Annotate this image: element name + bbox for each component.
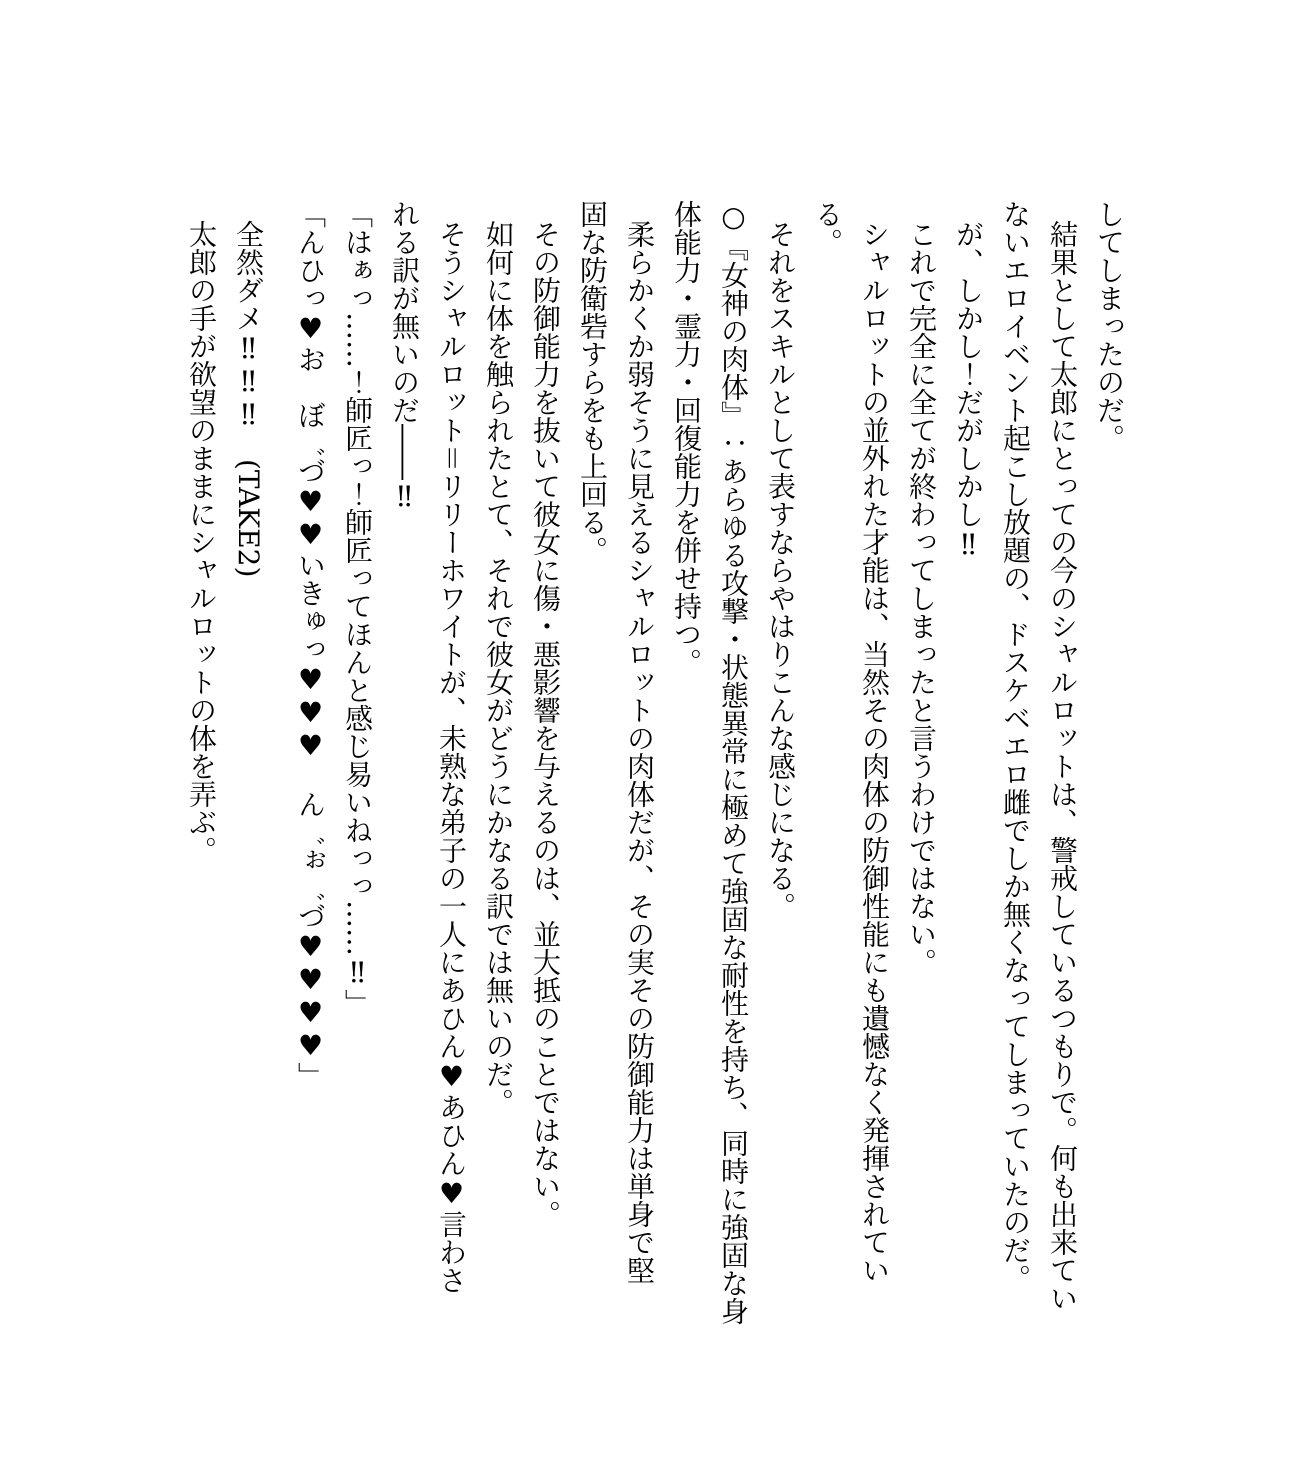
text-line: 如何に体を触られたとて、それで彼女がどうにかなる訳では無いのだ。 bbox=[482, 220, 515, 1116]
text-line: それをスキルとして表すならやはりこんな感じになる。 bbox=[764, 220, 797, 920]
text-line: 太郎の手が欲望のままにシャルロットの体を弄ぶ。 bbox=[185, 220, 218, 864]
text-line: 「はぁっ……！師匠っ！師匠ってほんと感じ易いねっっ……‼」 bbox=[341, 200, 374, 1017]
text-line: ○『女神の肉体』：あらゆる攻撃・状態異常に極めて強固な耐性を持ち、同時に強固な身 bbox=[717, 200, 750, 1325]
text-line: 「んひっ♥お ぼ゛づ♥♥いきゅっ♥♥♥ ん゛ぉ゛づ♥♥♥♥」 bbox=[294, 200, 327, 1090]
text-line: 柔らかくか弱そうに見えるシャルロットの肉体だが、その実その防御能力は単身で堅 bbox=[623, 220, 656, 1284]
text-line: 全然ダメ‼‼‼ (TAKE2) bbox=[232, 220, 265, 578]
text-line: シャルロットの並外れた才能は、当然その肉体の防御性能にも遺憾なく発揮されてい bbox=[858, 220, 891, 1284]
text-line: が、しかし！だがしかし‼ bbox=[952, 220, 985, 561]
text-line: その防御能力を抜いて彼女に傷・悪影響を与えるのは、並大抵のことではない。 bbox=[529, 220, 562, 1228]
text-line: る。 bbox=[811, 200, 844, 256]
text-line: そうシャルロット＝リリーホワイトが、未熟な弟子の一人にあひん♥あひん♥言わさ bbox=[435, 220, 468, 1295]
text-line: 体能力・霊力・回復能力を併せ持つ。 bbox=[670, 200, 703, 676]
text-line: ないエロイベント起こし放題の、ドスケベエロ雌でしか無くなってしまっていたのだ。 bbox=[999, 200, 1032, 1292]
text-line: してしまったのだ。 bbox=[1093, 200, 1126, 452]
novel-text-block bbox=[178, 200, 1133, 1360]
text-line: れる訳が無いのだ――‼ bbox=[388, 200, 421, 513]
text-line: 固な防衛砦すらをも上回る。 bbox=[576, 200, 609, 564]
text-line: これで完全に全てが終わってしまったと言うわけではない。 bbox=[905, 220, 938, 976]
text-line: 結果として太郎にとっての今のシャルロットは、警戒しているつもりで。何も出来てい bbox=[1046, 220, 1079, 1312]
